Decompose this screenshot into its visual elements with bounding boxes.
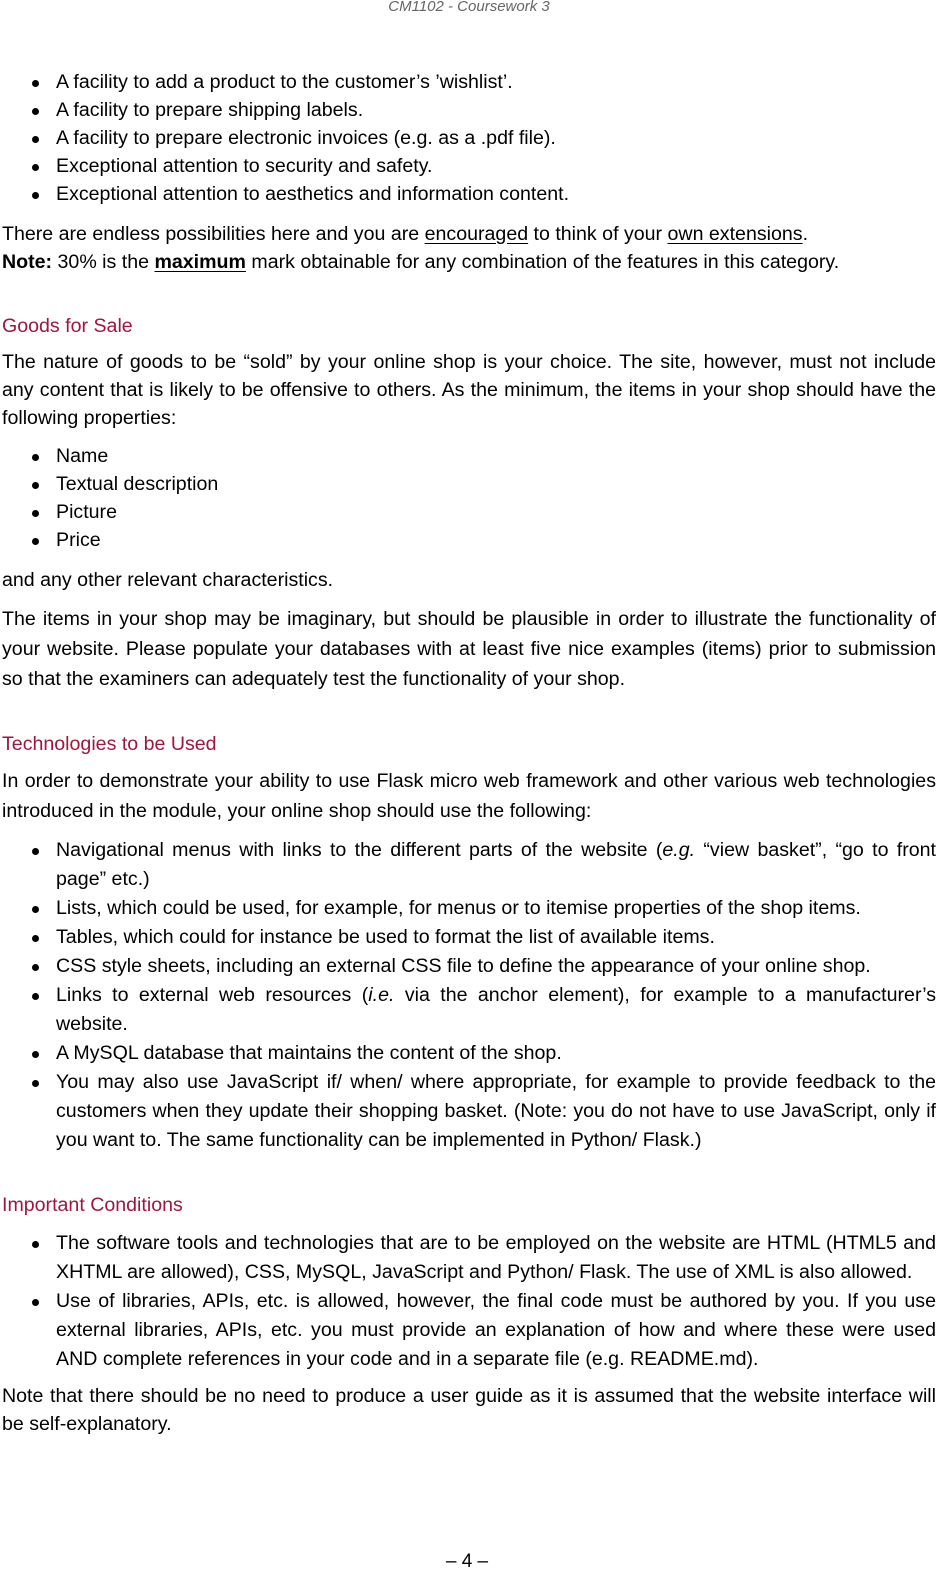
conditions-list (2, 1229, 936, 1374)
list-item: Tables, which could for instance be used to format the list of available items. (2, 923, 936, 952)
list-item: The software tools and technologies that are to be employed on the website are HTML (HTML5 and XHTML are allowed), CSS, MySQL, JavaScript and Python/ Flask. The use of XML is also allowed. (2, 1229, 936, 1287)
feature-list (2, 68, 936, 208)
list-item: A facility to add a product to the customer’s ’wishlist’. (2, 68, 936, 96)
document-page (2, 0, 936, 1438)
section-heading-technologies: Technologies to be Used (2, 733, 217, 755)
final-note-paragraph: Note that there should be no need to produce a user guide as it is assumed that the website interface will be self-explanatory. (2, 1385, 936, 1435)
section-heading-conditions: Important Conditions (2, 1194, 183, 1216)
technologies-paragraph: In order to demonstrate your ability to use Flask micro web framework and other various web technologies introduced in the module, your online shop should use the following: (2, 770, 936, 822)
list-item: Exceptional attention to aesthetics and information content. (2, 180, 936, 208)
list-item: Use of libraries, APIs, etc. is allowed, however, the final code must be authored by you. If you use external libraries, APIs, etc. you must provide an explanation of how and where these were used AND complete references in your code and in a separate file (e.g. README.md). (2, 1287, 936, 1374)
list-item: Lists, which could be used, for example, for menus or to itemise properties of the shop items. (2, 894, 936, 923)
list-item: Exceptional attention to security and safety. (2, 152, 936, 180)
maximum-emphasis: maximum (154, 251, 246, 273)
own-extensions-underlined: own extensions (667, 223, 803, 245)
list-item: Price (2, 526, 936, 554)
list-item: A facility to prepare shipping labels. (2, 96, 936, 124)
technologies-list (2, 836, 936, 1155)
note-label: Note: (2, 251, 53, 273)
other-characteristics-paragraph: and any other relevant characteristics. (2, 569, 334, 591)
encouraged-underlined: encouraged (424, 223, 529, 245)
list-item: Textual description (2, 470, 936, 498)
list-item: A MySQL database that maintains the content of the shop. (2, 1039, 936, 1068)
section-heading-goods: Goods for Sale (2, 315, 133, 337)
page-number: – 4 – (445, 1551, 489, 1572)
list-item: CSS style sheets, including an external CSS file to define the appearance of your online shop. (2, 952, 936, 981)
goods-paragraph: The nature of goods to be “sold” by your online shop is your choice. The site, however, must not include any content that is likely to be offensive to others. As the minimum, the items in your shop should have the following properties: (2, 351, 936, 429)
note-paragraph: Note: 30% is the maximum mark obtainable for any combination of the features in this category. (2, 251, 840, 273)
endless-possibilities-paragraph: There are endless possibilities here and you are encouraged to think of your own extensions. (2, 223, 809, 245)
list-item: Name (2, 442, 936, 470)
list-item: A facility to prepare electronic invoices (e.g. as a .pdf file). (2, 124, 936, 152)
list-item: Picture (2, 498, 936, 526)
list-item: Links to external web resources (i.e. via the anchor element), for example to a manufacturer’s website. (2, 981, 936, 1039)
imaginary-items-paragraph: The items in your shop may be imaginary, but should be plausible in order to illustrate the functionality of your website. Please populate your databases with at least five nice examples (items) prior to submission so that the examiners can adequately test the functionality of your shop. (2, 608, 936, 690)
running-header: CM1102 - Coursework 3 (388, 0, 550, 15)
properties-list (2, 442, 936, 554)
list-item: You may also use JavaScript if/ when/ where appropriate, for example to provide feedback to the customers when they update their shopping basket. (Note: you do not have to use JavaScript, only if you want to. The same functionality can be implemented in Python/ Flask.) (2, 1068, 936, 1155)
list-item: Navigational menus with links to the different parts of the website (e.g. “view basket”, “go to front page” etc.) (2, 836, 936, 894)
